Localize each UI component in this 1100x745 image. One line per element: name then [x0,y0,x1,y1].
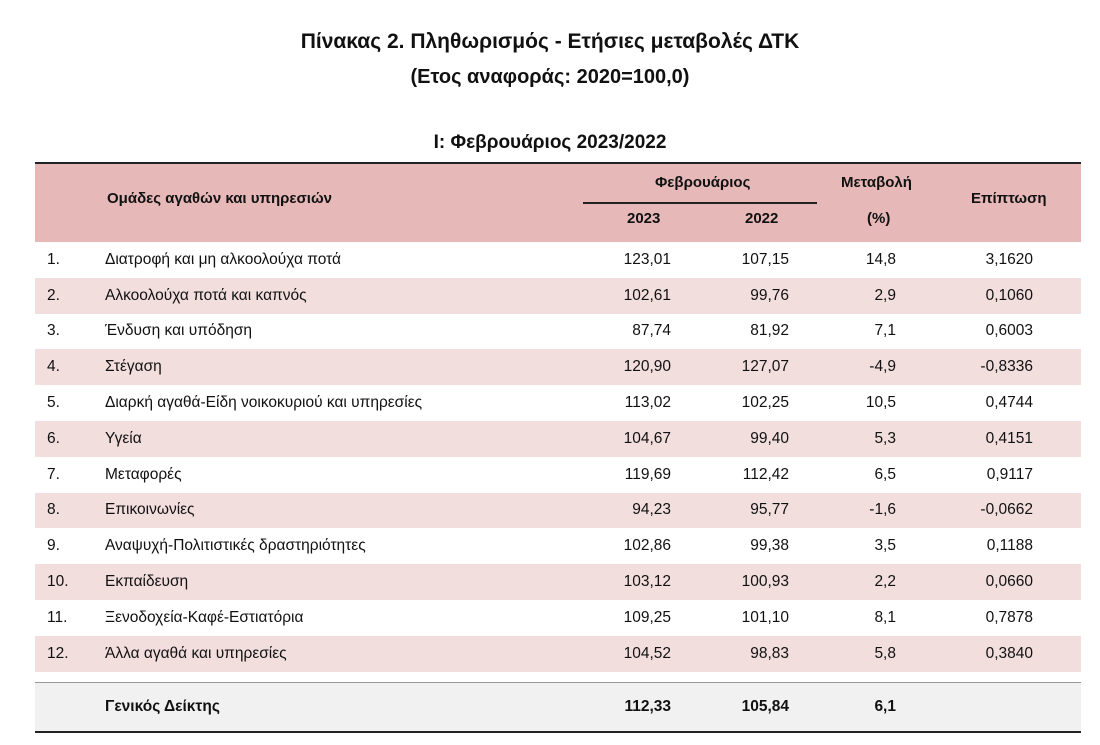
total-2022: 105,84 [741,697,789,715]
table-body [35,242,1081,672]
row-impact: -0,8336 [980,358,1033,376]
row-value-2022: 102,25 [741,394,789,412]
header-change: Μεταβολή [841,174,912,191]
row-number: 7. [47,465,60,483]
row-number: 1. [47,250,60,268]
row-impact: 0,0660 [985,573,1033,591]
row-change: 10,5 [865,394,896,412]
row-change: 2,2 [874,573,896,591]
row-value-2023: 104,67 [623,429,671,447]
row-value-2023: 104,52 [623,644,671,662]
row-value-2022: 112,42 [742,465,789,483]
row-change: -4,9 [869,358,896,376]
row-name: Διατροφή και μη αλκοολούχα ποτά [105,250,341,268]
row-name: Ένδυση και υπόδηση [105,322,253,340]
total-2023: 112,33 [624,697,671,715]
row-impact: 0,7878 [985,608,1033,626]
row-value-2022: 98,83 [750,644,789,662]
table-row [35,314,1081,350]
total-change: 6,1 [874,697,896,715]
row-name: Στέγαση [105,358,162,376]
table-row [35,600,1081,636]
row-name: Άλλα αγαθά και υπηρεσίες [105,644,287,662]
row-value-2023: 119,69 [624,465,671,483]
row-value-2023: 102,86 [623,537,671,555]
row-number: 9. [47,537,60,555]
row-name: Αναψυχή-Πολιτιστικές δραστηριότητες [105,537,366,555]
row-impact: 0,1188 [986,537,1033,555]
row-value-2023: 102,61 [623,286,671,304]
table-row [35,278,1081,314]
table-row [35,528,1081,564]
row-value-2022: 99,40 [750,429,789,447]
row-value-2023: 113,02 [624,394,671,412]
total-row [35,682,1081,733]
row-value-2022: 81,92 [750,322,789,340]
row-value-2023: 120,90 [623,358,671,376]
row-impact: 3,1620 [985,250,1033,268]
row-change: 5,8 [874,644,896,662]
row-value-2022: 100,93 [741,573,789,591]
row-value-2022: 95,77 [750,501,789,519]
row-number: 5. [47,394,60,412]
row-name: Μεταφορές [105,465,182,483]
row-name: Αλκοολούχα ποτά και καπνός [105,286,307,304]
row-name: Ξενοδοχεία-Καφέ-Εστιατόρια [105,608,304,626]
row-value-2023: 87,74 [632,322,671,340]
row-name: Επικοινωνίες [105,501,195,519]
row-change: -1,6 [869,501,896,519]
row-number: 10. [47,573,69,591]
table-header [35,162,1081,242]
row-number: 12. [47,644,69,662]
row-value-2022: 127,07 [741,358,789,376]
row-value-2023: 103,12 [623,573,671,591]
row-value-2022: 107,15 [741,250,789,268]
row-impact: -0,0662 [980,501,1033,519]
row-name: Υγεία [105,429,142,447]
row-number: 11. [47,608,68,626]
document-title: Πίνακας 2. Πληθωρισμός - Ετήσιες μεταβολές ΔΤΚ [300,30,800,53]
row-value-2022: 101,10 [741,608,789,626]
document-subtitle: (Ετος αναφοράς: 2020=100,0) [410,66,690,88]
row-impact: 0,4151 [985,429,1033,447]
table-row [35,493,1081,529]
header-groups: Ομάδες αγαθών και υπηρεσιών [107,190,332,207]
row-number: 8. [47,501,60,519]
row-number: 3. [47,322,60,340]
row-value-2023: 94,23 [632,501,671,519]
table-row [35,636,1081,672]
table-row [35,385,1081,421]
header-impact: Επίπτωση [971,190,1047,207]
row-change: 5,3 [874,429,896,447]
table-row [35,242,1081,278]
section-title: Ι: Φεβρουάριος 2023/2022 [433,132,667,153]
row-impact: 0,1060 [985,286,1033,304]
row-change: 8,1 [874,608,896,626]
header-year-2023: 2023 [627,210,661,227]
row-impact: 0,4744 [985,394,1033,412]
row-name: Εκπαίδευση [105,573,189,591]
cpi-table [35,162,1081,733]
row-value-2023: 109,25 [623,608,671,626]
table-row [35,457,1081,493]
row-number: 4. [47,358,60,376]
header-change-unit: (%) [867,210,891,227]
row-change: 7,1 [874,322,896,340]
row-number: 6. [47,429,60,447]
row-impact: 0,3840 [985,644,1033,662]
header-month: Φεβρουάριος [655,174,751,191]
table-row [35,564,1081,600]
row-impact: 0,6003 [985,322,1033,340]
header-year-2022: 2022 [745,210,779,227]
row-value-2022: 99,76 [750,286,789,304]
row-number: 2. [47,286,60,304]
row-change: 14,8 [865,250,896,268]
row-impact: 0,9117 [986,465,1033,483]
row-change: 3,5 [874,537,896,555]
total-label: Γενικός Δείκτης [105,697,220,715]
row-change: 2,9 [874,286,896,304]
table-row [35,349,1081,385]
table-row [35,421,1081,457]
row-name: Διαρκή αγαθά-Είδη νοικοκυριού και υπηρεσίες [105,394,423,412]
row-value-2023: 123,01 [623,250,671,268]
row-value-2022: 99,38 [750,537,789,555]
row-change: 6,5 [874,465,896,483]
header-month-rule [583,202,817,204]
